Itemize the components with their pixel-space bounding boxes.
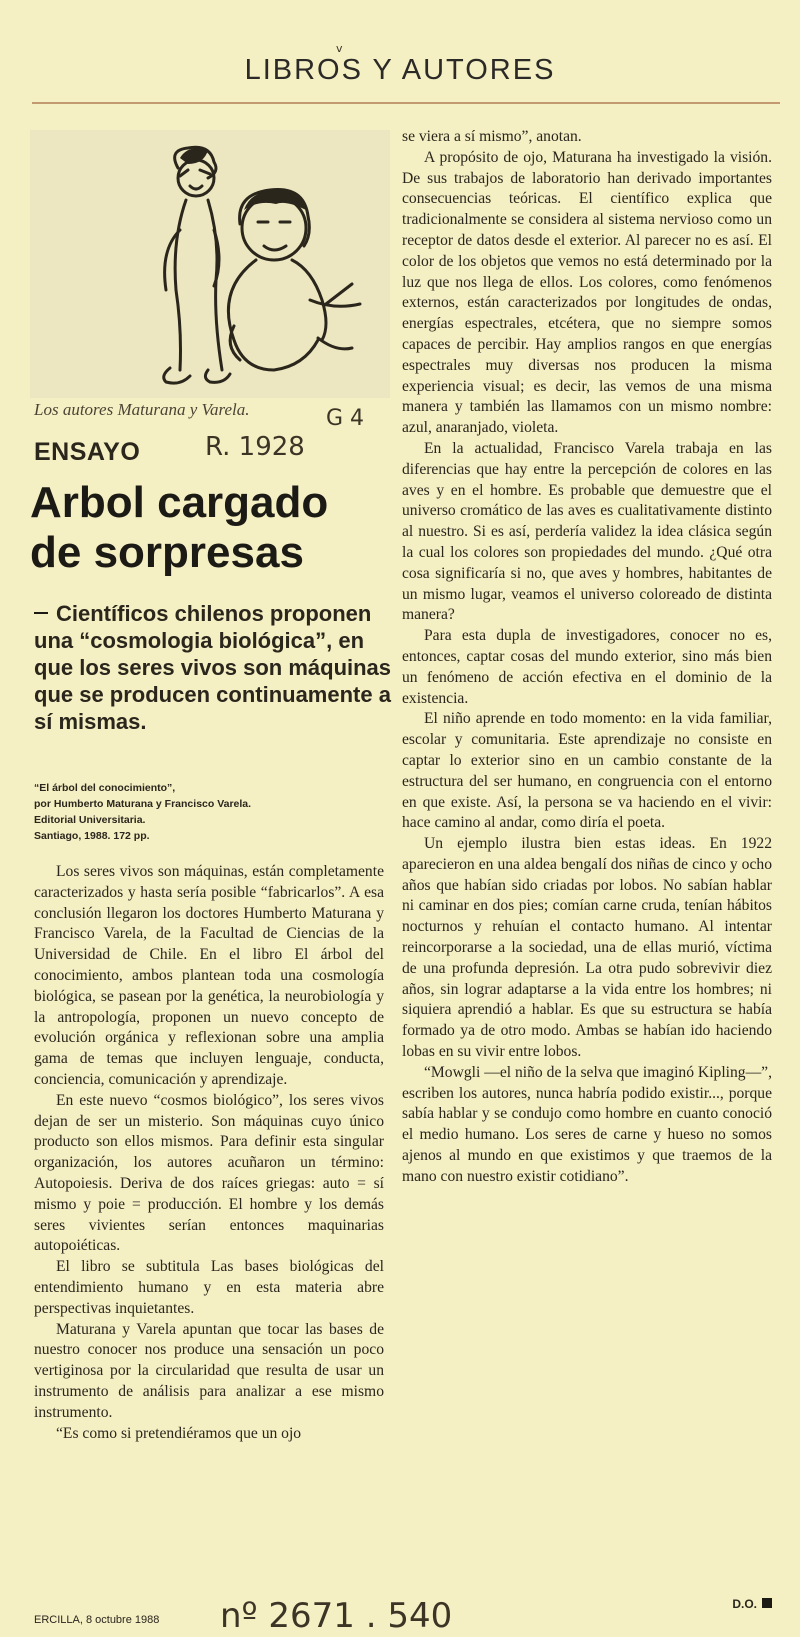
biblio-line: por Humberto Maturana y Francisco Varela. [34,798,252,810]
biblio-line: Editorial Universitaria. [34,814,146,826]
header-rule [32,102,780,104]
article-paragraph: se viera a sí mismo”, anotan. [402,128,582,145]
article-paragraph: El niño aprende en todo momento: en la vida familiar, escolar y comunitaria. Este aprendizaje no consiste en captar lo exterior sino en un cambio constante de la estructura del ser humano, en congruencia con el entorno en que existe. Así, la persona se va haciendo en el vivir: hace camino al andar, como diría el poeta. [402,710,772,832]
article-paragraph: “Es como si pretendiéramos que un ojo [56,1424,302,1442]
handwritten-archive-number: nº 2671 . 540 [220,1596,453,1636]
bibliographic-note [34,780,394,844]
section-title: LIBROS Y AUTORES [244,54,556,86]
handwritten-caption-note: G 4 [326,406,365,431]
handwritten-date-note: R. 1928 [205,432,305,462]
biblio-line: “El árbol del conocimiento”, [34,782,176,794]
section-kicker: ENSAYO [34,438,141,466]
author-signature [732,1597,772,1611]
article-paragraph: En este nuevo “cosmos biológico”, los seres vivos dejan de ser un misterio. Son máquinas cuyo único producto son ellos mismos. Para definir esta singular organización, los autores acuñaron un término: Autopoiesis. Deriva de dos raíces griegas: auto = sí mismo y poie = producción. El hombre y los demás seres vivientes serían entonces maquinarias autopoiéticas. [34,1091,384,1255]
article-paragraph: Un ejemplo ilustra bien estas ideas. En 1922 aparecieron en una aldea bengalí dos niñas de cinco y ocho años que habían sido criadas por lobos. No sabían hablar ni caminar en dos pies; comían carne cruda, tenían hábitos nocturnos y rehuían el contacto humano. Al intentar reincorporarse a la sociedad, una de ellas murió, víctima de una profunda depresión. La otra pudo sobrevivir diez años, sin lograr adaptarse a la vida entre los hombres; ni siquiera aprendió a hablar. Es que su estructura se había formado ya de otro modo. Ambas se habían ido haciendo lobas en su vivir entre lobos. [402,835,772,1061]
end-square-icon [762,1598,772,1608]
authors-caricature-illustration [30,130,390,398]
article-paragraph: Los seres vivos son máquinas, están completamente caracterizados y hasta sería posible “fabricarlos”. A esa conclusión llegaron los doctores Humberto Maturana y Francisco Varela, de la Facultad de Ciencias de la Universidad de Chile. En el libro El árbol del conocimiento, ambos plantean toda una cosmología biológica, se pasean por la genética, la neurobiología y la antropología, proponen un nuevo concepto de evolución orgánica y reflexionan sobre una amplia gama de temas que incluyen lenguaje, conducta, conciencia, comunicación y aprendizaje. [34,863,384,1088]
article-paragraph: “Mowgli —el niño de la selva que imaginó Kipling—”, escriben los autores, nunca habría podido existir..., porque sabía hablar y se condujo como hombre en cuanto conoció el medio humano. Los seres de carne y hueso no somos ajenos al mundo en que existimos y que traemos de la mano con nuestro existir cotidiano”. [402,1063,772,1185]
handwritten-top-mark: v [336,42,343,55]
article-paragraph: Para esta dupla de investigadores, conocer no es, entonces, captar cosas del mundo exterior, sino más bien un fenómeno de acción efectiva en el dominio de la existencia. [402,627,772,707]
photo-caption: Los autores Maturana y Varela. [34,400,250,419]
article-paragraph: El libro se subtitula Las bases biológicas del entendimiento humano y en esta materia abre perspectivas inquietantes. [34,1258,384,1317]
caricature-drawing [30,130,390,398]
article-left-column [34,862,384,1444]
article-headline: Arbol cargado de sorpresas [30,478,329,577]
article-paragraph: En la actualidad, Francisco Varela trabaja en las diferencias que hay entre la percepción de colores en las aves y en el hombre. Es probable que demuestre que el universo cromático de las aves es cualitativamente distinto al nuestro. Si es así, perdería validez la idea clásica según la cual los colores son propiedades del mundo. ¿Qué otra cosa significaría si no, que aves y hombres, habitantes de un mismo lugar, veamos el universo coloreado de distinta manera? [402,439,772,624]
subhead-text: Científicos chilenos proponen una “cosmologia biológica”, en que los seres vivos son máquinas que se producen continuamente a sí mismas. [34,601,392,734]
article-right-column [402,127,772,1188]
article-subhead [34,600,394,735]
source-line: ERCILLA, 8 octubre 1988 [34,1614,160,1626]
article-paragraph: A propósito de ojo, Maturana ha investigado la visión. De sus trabajos de laboratorio han derivado importantes consecuencias teóricas. El científico explica que tradicionalmente se considera al sistema nervioso como un receptor de datos desde el exterior. Al parecer no es así. El color de los objetos que vemos no está determinado por la luz que nos llega de ellos. Los colores, como fenómenos externos, están caracterizados por longitudes de ondas, energías espectrales, etcétera, que no siempre somos capaces de percibir. Hay amplios rangos en que energías espectrales muy diversas nos producen la misma experiencia visual; es decir, las vemos de una misma manera y también las llamamos con un mismo nombre: azul, anaranjado, violeta. [402,148,772,437]
signature-initials: D.O. [732,1597,757,1611]
article-paragraph: Maturana y Varela apuntan que tocar las bases de nuestro conocer nos produce una sensación un poco vertiginosa por la circularidad que resulta de usar un instrumento de análisis para analizar a ese mismo instrumento. [34,1320,384,1421]
subhead-dash [34,612,48,614]
biblio-line: Santiago, 1988. 172 pp. [34,830,150,842]
